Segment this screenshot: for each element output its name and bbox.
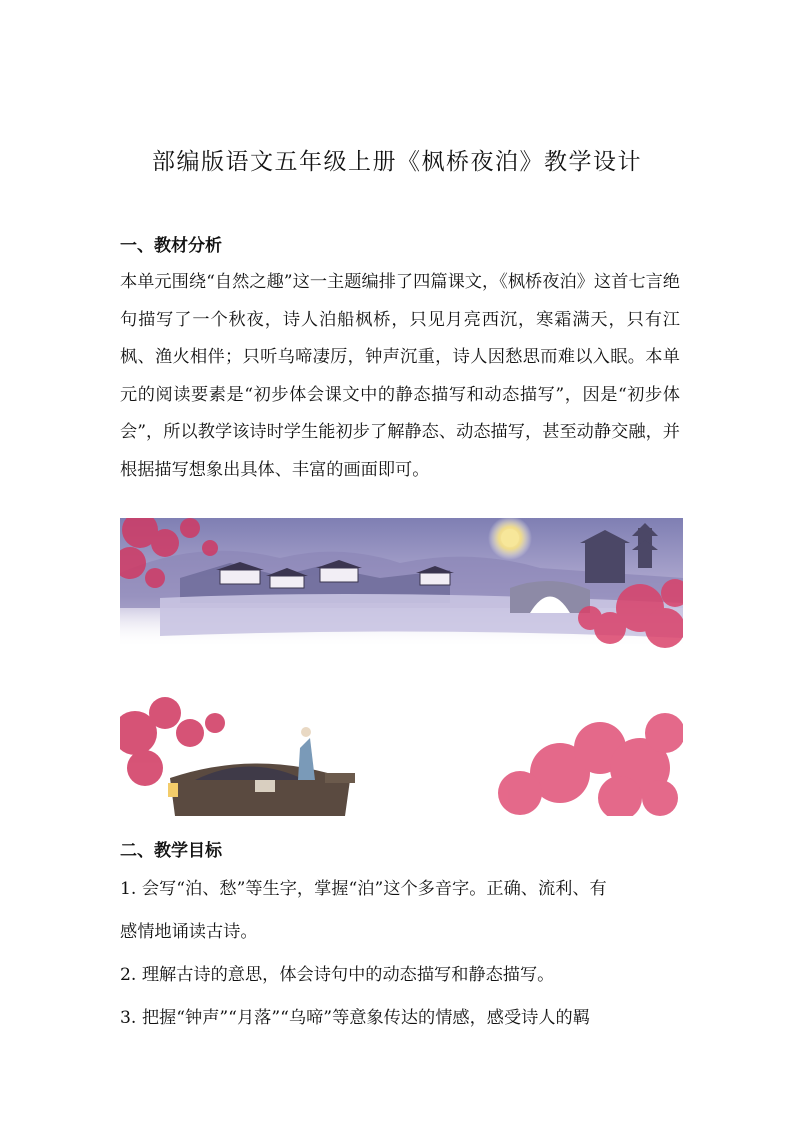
maple-bridge-illustration	[120, 518, 683, 816]
objective-line: 1. 会写“泊、愁”等生字，掌握“泊”这个多音字。正确、流利、有	[120, 879, 607, 899]
objective-line: 2. 理解古诗的意思，体会诗句中的动态描写和静态描写。	[120, 965, 555, 985]
section-heading-objectives: 二、教学目标	[120, 841, 222, 861]
document-title: 部编版语文五年级上册《枫桥夜泊》教学设计	[152, 149, 642, 175]
section-heading-analysis: 一、教材分析	[120, 236, 222, 256]
objective-line: 感情地诵读古诗。	[120, 922, 258, 942]
analysis-paragraph: 本单元围绕“自然之趣”这一主题编排了四篇课文，《枫桥夜泊》这首七言绝句描写了一个秋夜，诗人泊船枫桥，只见月亮西沉，寒霜满天，只有江枫、渔火相伴；只听乌啼凄厉，钟声沉重，诗人因愁思而难以入眠。本单元的阅读要素是“初步体会课文中的静态描写和动态描写”，因是“初步体会”，所以教学该诗时学生能初步了解静态、动态描写，甚至动静交融，并根据描写想象出具体、丰富的画面即可。	[120, 272, 680, 480]
objective-line: 3. 把握“钟声”“月落”“乌啼”等意象传达的情感，感受诗人的羁	[120, 1008, 590, 1028]
